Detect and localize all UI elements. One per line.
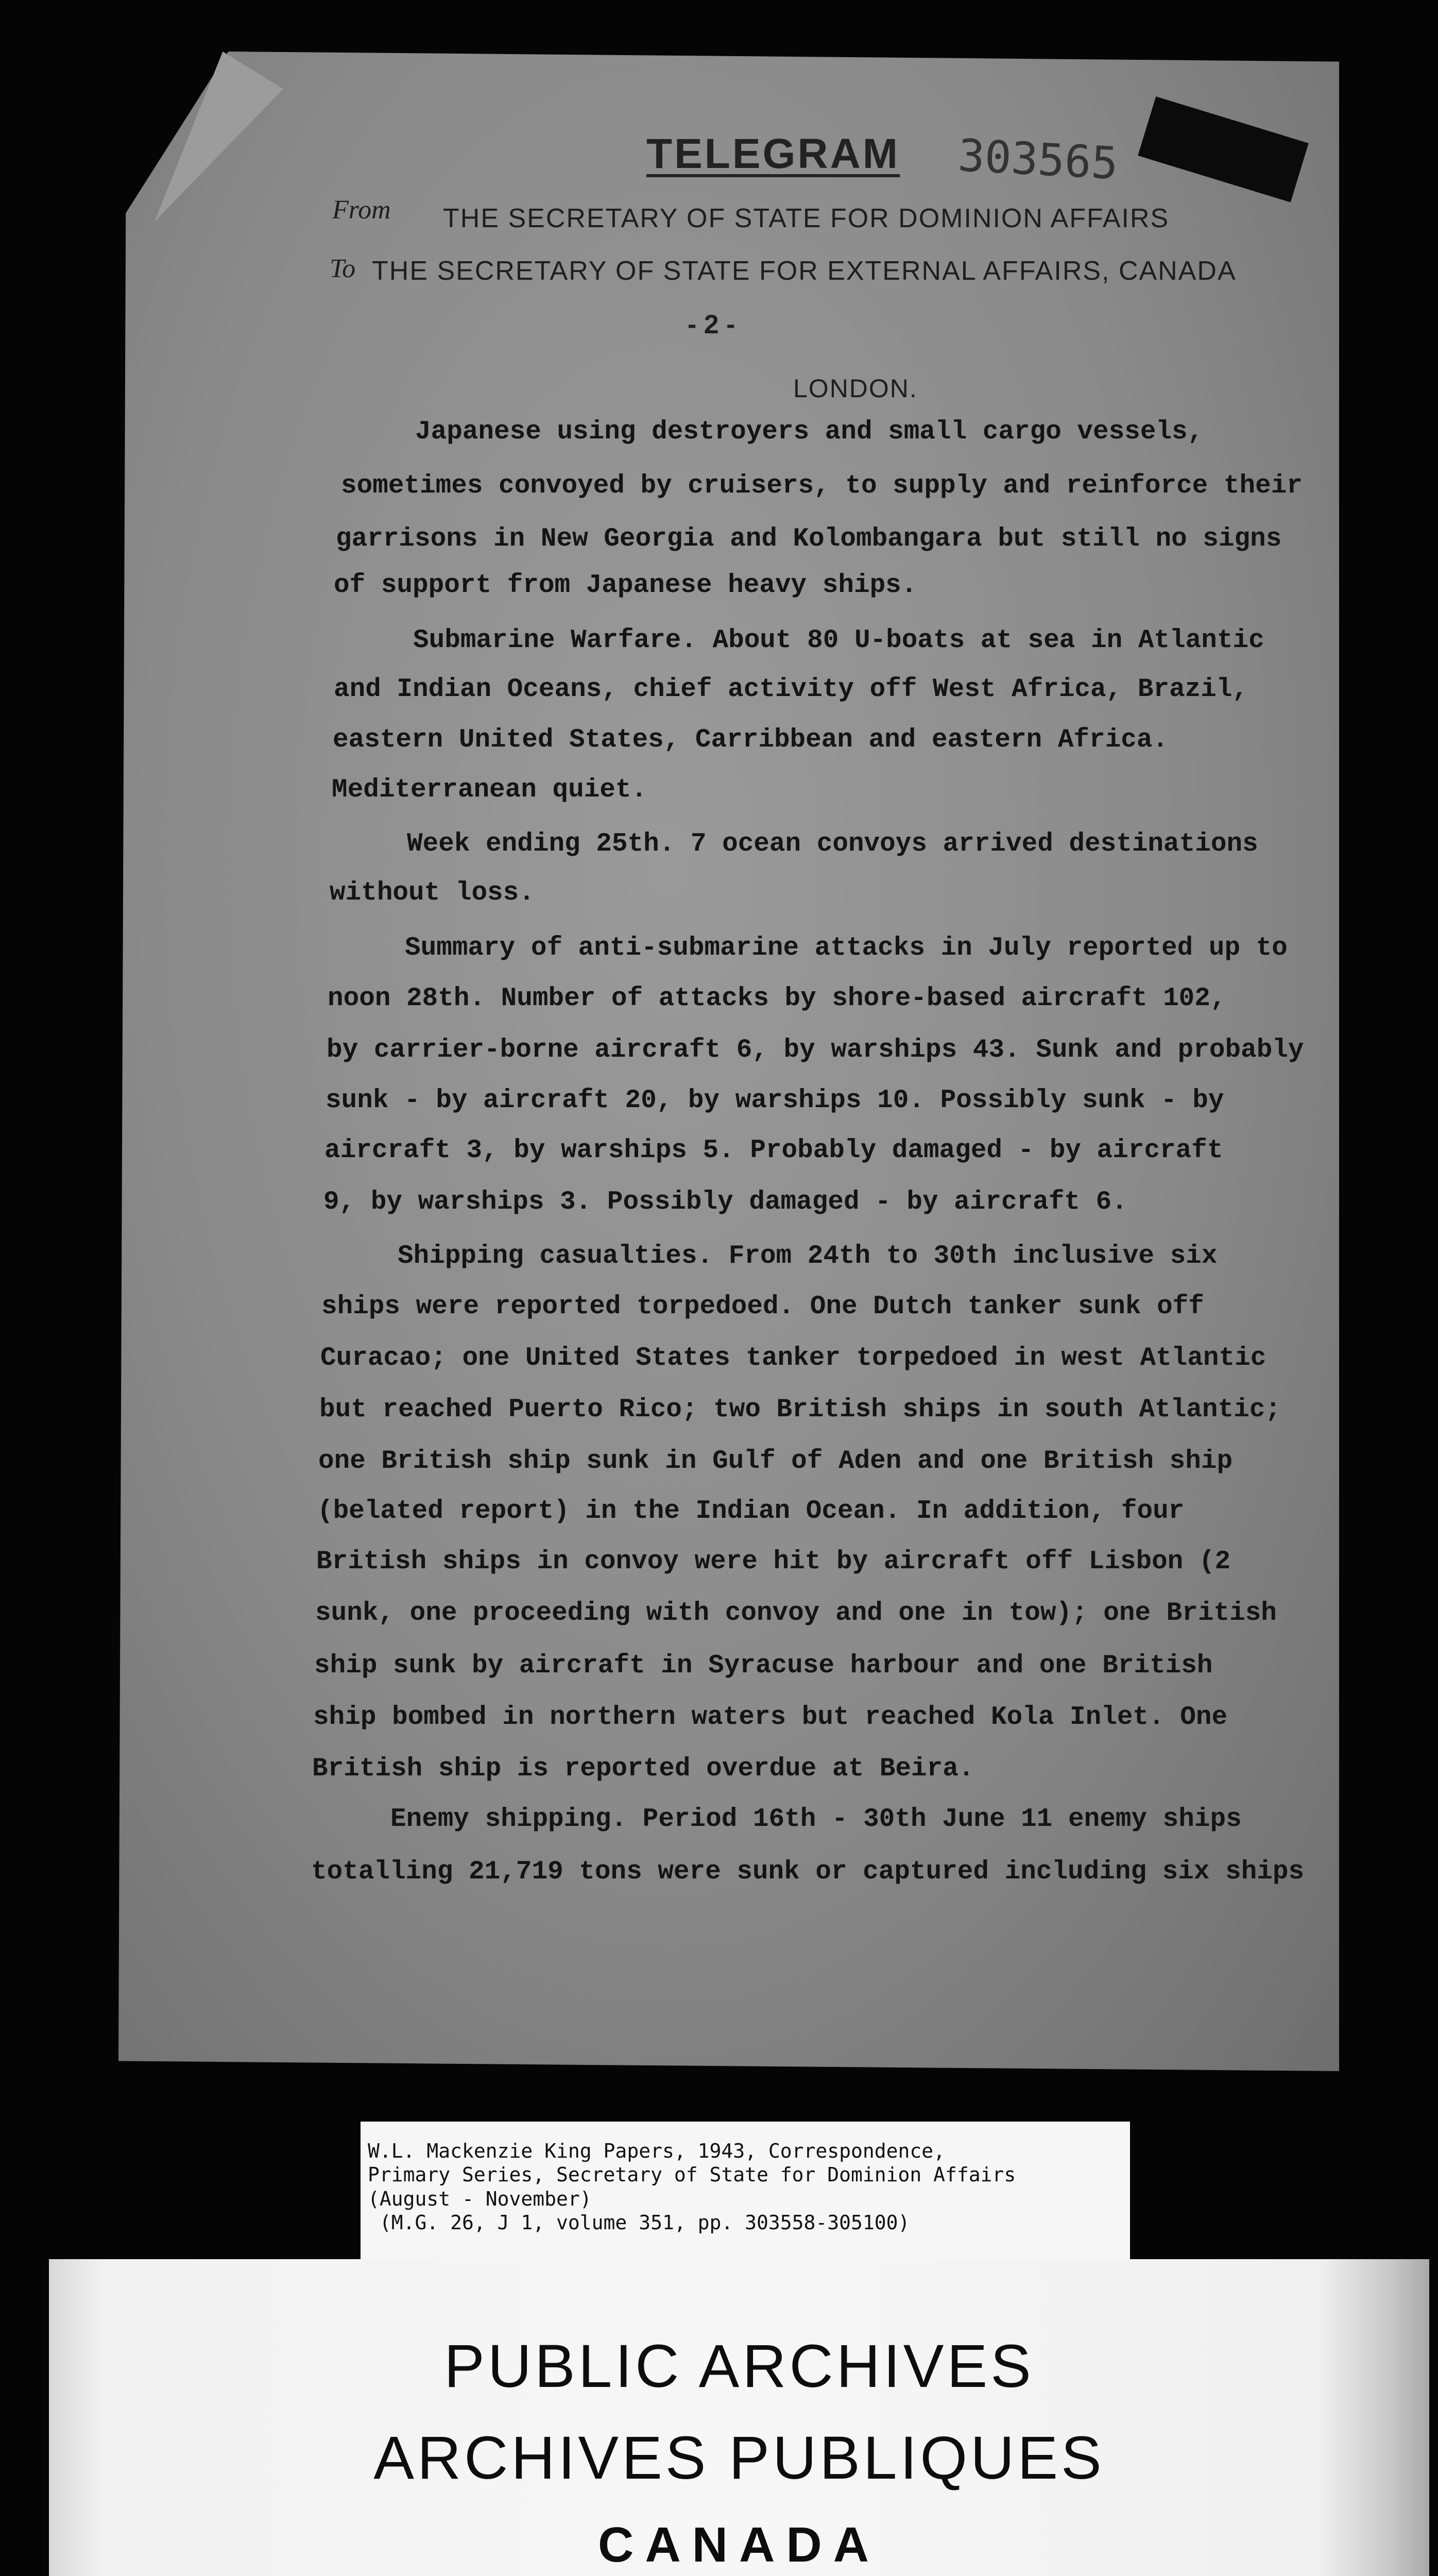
body-line: garrisons in New Georgia and Kolombangara but still no signs xyxy=(336,524,1282,554)
body-line: British ship is reported overdue at Beira. xyxy=(312,1754,974,1784)
from-text: THE SECRETARY OF STATE FOR DOMINION AFFAIRS xyxy=(443,204,1170,233)
body-line: Curacao; one United States tanker torpedoed in west Atlantic xyxy=(320,1344,1266,1373)
body-line: Submarine Warfare. About 80 U-boats at sea in Atlantic xyxy=(413,626,1264,655)
body-line: sometimes convoyed by cruisers, to supply and reinforce their xyxy=(341,471,1303,501)
body-line: ship sunk by aircraft in Syracuse harbour and one British xyxy=(314,1651,1213,1681)
body-line: Mediterranean quiet. xyxy=(332,775,647,805)
to-text: THE SECRETARY OF STATE FOR EXTERNAL AFFAIRS, CANADA xyxy=(372,256,1237,286)
body-line: Enemy shipping. Period 16th - 30th June 11 enemy ships xyxy=(390,1805,1242,1834)
body-line: eastern United States, Carribbean and eastern Africa. xyxy=(333,725,1169,755)
body-line: of support from Japanese heavy ships. xyxy=(334,571,917,600)
caption-line: (August - November) xyxy=(368,2187,592,2210)
body-line: Summary of anti-submarine attacks in July reported up to xyxy=(405,934,1288,963)
caption-line: W.L. Mackenzie King Papers, 1943, Correspondence, xyxy=(368,2140,946,2162)
body-line: but reached Puerto Rico; two British ships in south Atlantic; xyxy=(319,1395,1281,1425)
archives-title-english: PUBLIC ARCHIVES xyxy=(444,2332,1034,2400)
body-line: totalling 21,719 tons were sunk or captured including six ships xyxy=(311,1857,1305,1887)
body-line: (belated report) in the Indian Ocean. In addition, four xyxy=(317,1497,1185,1526)
archival-caption-slip xyxy=(361,2122,1130,2264)
body-line: Shipping casualties. From 24th to 30th inclusive six xyxy=(398,1242,1218,1271)
caption-line: Primary Series, Secretary of State for Dominion Affairs xyxy=(368,2163,1016,2187)
body-line: British ships in convoy were hit by aircraft off Lisbon (2 xyxy=(316,1547,1231,1577)
body-line: Week ending 25th. 7 ocean convoys arrived destinations xyxy=(407,829,1258,859)
body-line: Japanese using destroyers and small cargo vessels, xyxy=(415,417,1204,447)
body-line: noon 28th. Number of attacks by shore-based aircraft 102, xyxy=(328,984,1226,1013)
telegram-title: TELEGRAM xyxy=(646,130,900,177)
body-line: by carrier-borne aircraft 6, by warships 43. Sunk and probably xyxy=(327,1036,1304,1065)
body-line: without loss. xyxy=(330,878,535,908)
archives-country: CANADA xyxy=(598,2517,880,2572)
body-line: ship bombed in northern waters but reached Kola Inlet. One xyxy=(313,1703,1228,1732)
page-number: - 2 - xyxy=(688,310,735,340)
body-line: and Indian Oceans, chief activity off West Africa, Brazil, xyxy=(334,675,1248,704)
document-number-stamp: 303565 xyxy=(956,129,1120,190)
body-line: 9, by warships 3. Possibly damaged - by aircraft 6. xyxy=(323,1188,1127,1217)
from-label: From xyxy=(332,195,391,225)
body-line: sunk, one proceeding with convoy and one in tow); one British xyxy=(315,1599,1277,1628)
body-line: one British ship sunk in Gulf of Aden and one British ship xyxy=(318,1447,1233,1476)
body-line: ships were reported torpedoed. One Dutch tanker sunk off xyxy=(321,1292,1204,1321)
place-of-origin: LONDON. xyxy=(793,374,918,403)
to-label: To xyxy=(330,254,356,283)
public-archives-card xyxy=(49,2259,1429,2576)
archives-title-french: ARCHIVES PUBLIQUES xyxy=(373,2424,1105,2492)
caption-line: (M.G. 26, J 1, volume 351, pp. 303558-305100) xyxy=(368,2211,910,2234)
body-line: aircraft 3, by warships 5. Probably damaged - by aircraft xyxy=(324,1136,1223,1165)
body-line: sunk - by aircraft 20, by warships 10. Possibly sunk - by xyxy=(326,1086,1224,1115)
